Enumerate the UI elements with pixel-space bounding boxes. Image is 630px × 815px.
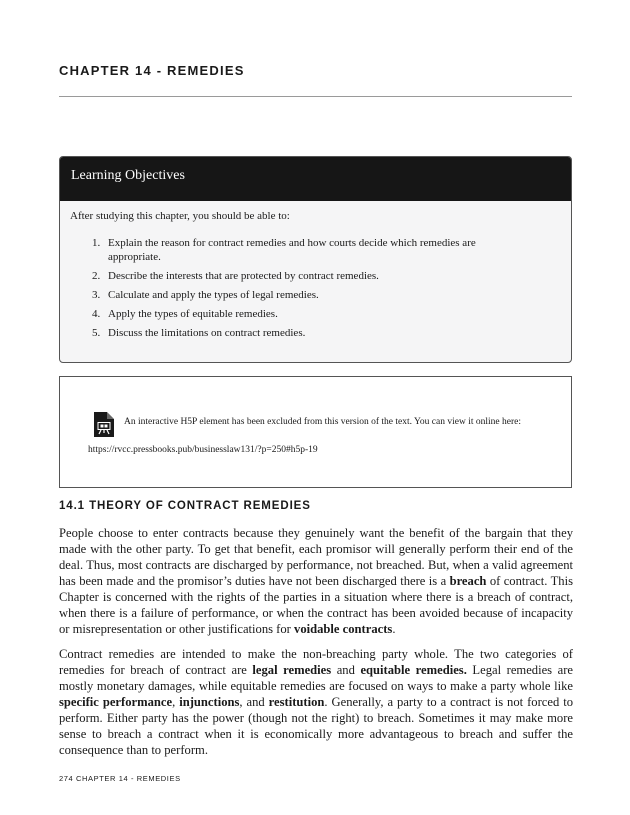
objective-text: Describe the interests that are protected by contract remedies. — [108, 270, 379, 282]
objective-text: Calculate and apply the types of legal remedies. — [108, 289, 319, 301]
learning-objectives-list — [92, 236, 512, 345]
objective-number: 5. — [92, 327, 101, 339]
bold-term: injunctions — [179, 695, 240, 709]
learning-objectives-intro: After studying this chapter, you should be able to: — [70, 210, 290, 222]
objective-number: 4. — [92, 308, 101, 320]
body-paragraph — [59, 525, 573, 637]
objective-item — [92, 326, 512, 340]
objective-item — [92, 236, 512, 264]
paragraph-text: . — [392, 622, 396, 636]
h5p-excluded-notice — [59, 376, 572, 488]
page-footer: 274 CHAPTER 14 - REMEDIES — [59, 774, 181, 783]
chapter-title: CHAPTER 14 - REMEDIES — [59, 63, 245, 78]
paragraph-text: Legal remedies are mostly monetary damages, while equitable remedies are focused on ways to make a party whole like — [59, 663, 573, 693]
objective-item — [92, 288, 512, 302]
header-divider — [59, 96, 572, 97]
paragraph-text: and — [331, 663, 361, 677]
bold-term: restitution — [268, 695, 325, 709]
paragraph-text: . Generally, a party to a contract is not forced to perform. Either party has the power (though not the right) to breach. Sometimes it may make more sense to breach a contract when it is economically more advantageous to breach and suffer the consequence than to perform. — [59, 695, 574, 757]
h5p-notice-text: An interactive H5P element has been excluded from this version of the text. You can view it online here: — [124, 417, 521, 427]
bold-term: legal remedies — [252, 663, 332, 677]
presentation-document-icon — [93, 412, 115, 438]
objective-text: Discuss the limitations on contract remedies. — [108, 327, 306, 339]
objective-number: 1. — [92, 237, 101, 249]
paragraph-text: of contract. This Chapter is concerned with the rights of the parties in a situation where there is a breach of contract, when there is a failure of performance, or when the contract has been avoided because of incapacity or misrepresentation or other justifications for — [59, 574, 573, 636]
section-heading: 14.1 THEORY OF CONTRACT REMEDIES — [59, 500, 311, 512]
objective-item — [92, 307, 512, 321]
objective-text: Explain the reason for contract remedies and how courts decide which remedies are appropriate. — [108, 237, 476, 263]
paragraph-text: , — [172, 695, 180, 709]
h5p-link[interactable]: https://rvcc.pressbooks.pub/businesslaw131/?p=250#h5p-19 — [88, 445, 318, 455]
bold-term: specific performance — [59, 695, 173, 709]
objective-item — [92, 269, 512, 283]
objective-text: Apply the types of equitable remedies. — [108, 308, 278, 320]
paragraph-text: People choose to enter contracts because they genuinely want the benefit of the bargain that they made with the other party. To get that benefit, each promisor will generally perform their end of the deal. Thus, most contracts are discharged by performance, not breached. But, when a valid agreement has been made and the promisor’s duties have not been discharged there is a — [59, 526, 573, 588]
paragraph-text: , and — [239, 695, 269, 709]
objective-number: 3. — [92, 289, 101, 301]
bold-term: equitable remedies. — [360, 663, 467, 677]
bold-term: breach — [449, 574, 487, 588]
learning-objectives-title: Learning Objectives — [60, 157, 571, 201]
bold-term: voidable contracts — [294, 622, 393, 636]
objective-number: 2. — [92, 270, 101, 282]
learning-objectives-box — [59, 156, 572, 363]
body-paragraph — [59, 646, 573, 758]
paragraph-text: Contract remedies are intended to make the non-breaching party whole. The two categories of remedies for breach of contract are — [59, 647, 573, 677]
